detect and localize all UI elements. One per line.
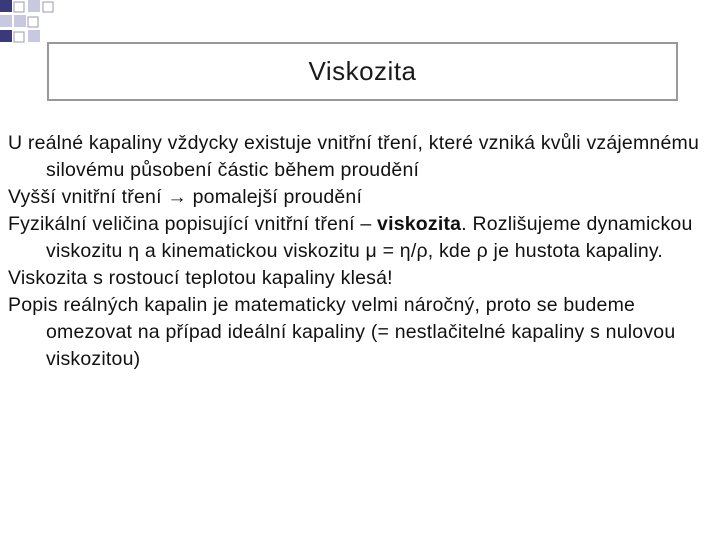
viscosity-term: viskozita	[377, 213, 462, 235]
paragraph-viscosity-definition	[8, 211, 708, 265]
paragraph-friction-flow: Vyšší vnitřní tření → pomalejší proudění	[8, 186, 363, 208]
title-box	[47, 42, 678, 101]
slide-content	[8, 130, 708, 373]
slide-title: Viskozita	[308, 56, 417, 86]
paragraph-temperature: Viskozita s rostoucí teplotou kapaliny klesá!	[8, 267, 393, 289]
viscosity-definition-text-end: . Rozlišujeme dynamickou viskozitu η a kinematickou viskozitu μ = η/ρ, kde ρ je hustota kapaliny.	[46, 213, 693, 262]
paragraph-ideal-fluid: Popis reálných kapalin je matematicky velmi náročný, proto se budeme omezovat na případ ideální kapaliny (= nestlačitelné kapaliny s nulovou viskozitou)	[8, 294, 676, 370]
viscosity-definition-text-start: Fyzikální veličina popisující vnitřní tření –	[8, 213, 378, 235]
paragraph-real-fluid: U reálné kapaliny vždycky existuje vnitřní tření, které vzniká kvůli vzájemnému silovému působení částic během proudění	[8, 132, 699, 181]
